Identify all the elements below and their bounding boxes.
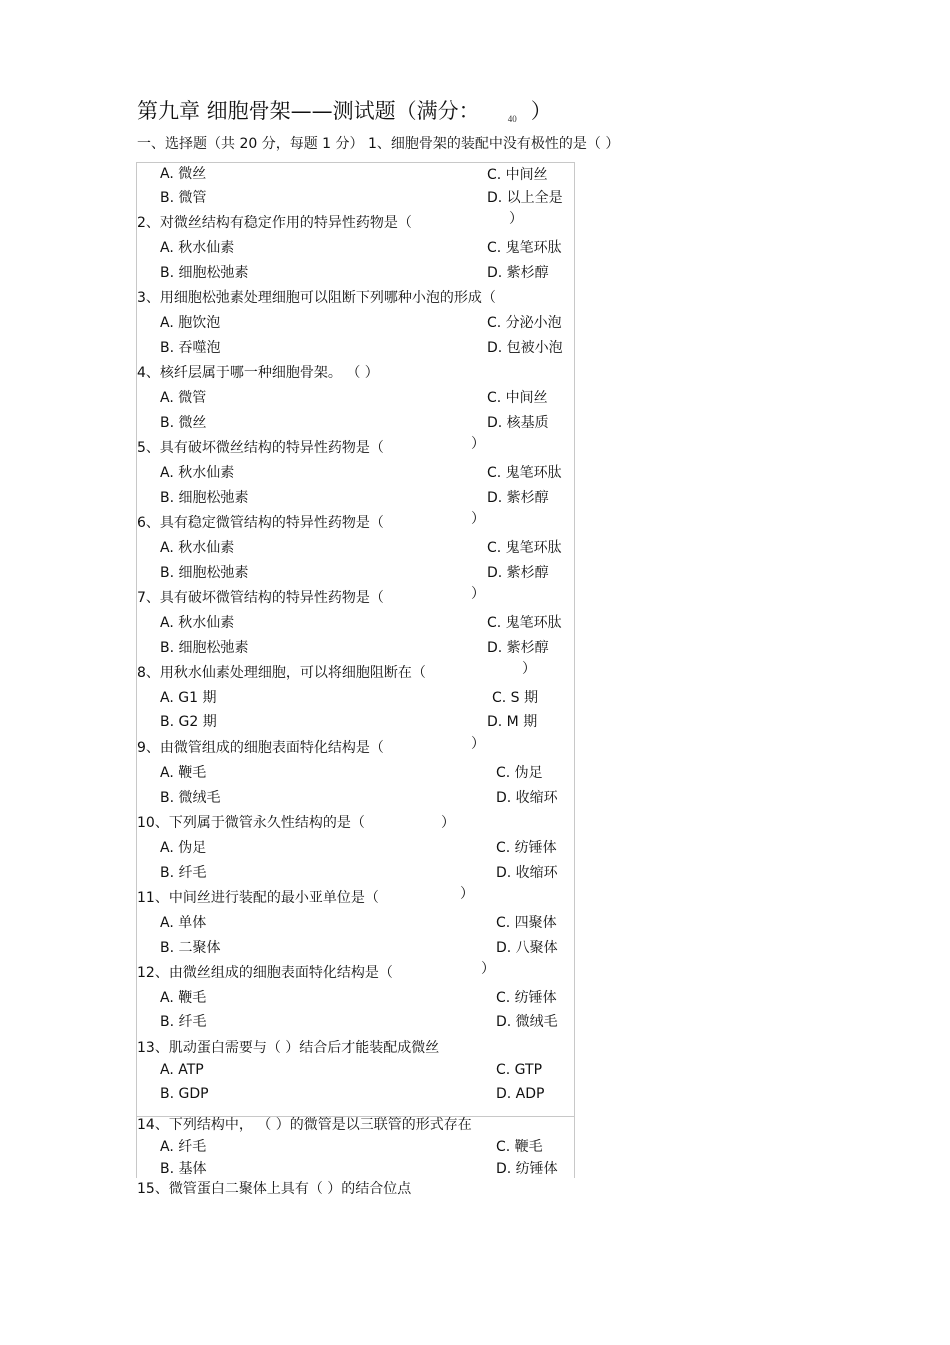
question-7-stem: 7、具有破坏微管结构的特异性药物是（ <box>137 590 384 606</box>
question-5-close-paren: ） <box>471 436 485 452</box>
question-1-option-c: C. 中间丝 <box>487 167 548 183</box>
question-5-stem: 5、具有破坏微丝结构的特异性药物是（ <box>137 440 384 456</box>
question-3-option-a: A. 胞饮泡 <box>160 315 221 331</box>
question-6-close-paren: ） <box>471 511 485 527</box>
question-13-stem: 13、肌动蛋白需要与（ ）结合后才能装配成微丝 <box>137 1040 440 1056</box>
question-10-option-c: C. 纺锤体 <box>496 840 557 856</box>
question-14-option-c: C. 鞭毛 <box>496 1139 543 1155</box>
question-12-option-a: A. 鞭毛 <box>160 990 207 1006</box>
question-1-option-b: B. 微管 <box>160 190 207 206</box>
question-6-option-a: A. 秋水仙素 <box>160 540 235 556</box>
question-14-stem: 14、下列结构中， （ ）的微管是以三联管的形式存在 <box>137 1117 472 1133</box>
title-close: ） <box>530 99 552 123</box>
question-6-option-c: C. 鬼笔环肽 <box>487 540 562 556</box>
question-9-option-b: B. 微绒毛 <box>160 790 221 806</box>
question-12-option-b: B. 纤毛 <box>160 1014 207 1030</box>
question-5-option-d: D. 紫杉醇 <box>487 490 549 506</box>
question-3-stem: 3、用细胞松弛素处理细胞可以阻断下列哪种小泡的形成（ <box>137 290 496 306</box>
question-9-option-d: D. 收缩环 <box>496 790 558 806</box>
question-5-option-b: B. 细胞松弛素 <box>160 490 249 506</box>
question-8-option-d: D. M 期 <box>487 714 538 730</box>
question-10-option-a: A. 伪足 <box>160 840 207 856</box>
question-8-stem: 8、用秋水仙素处理细胞，可以将细胞阻断在（ <box>137 665 426 681</box>
question-13-option-b: B. GDP <box>160 1086 209 1102</box>
question-7-close-paren: ） <box>471 586 485 602</box>
question-10-stem: 10、下列属于微管永久性结构的是（ <box>137 815 365 831</box>
question-13-option-d: D. ADP <box>496 1086 545 1102</box>
title-score: 40 <box>507 114 517 124</box>
title-text: 第九章 细胞骨架——测试题（满分： <box>137 99 480 123</box>
question-6-option-d: D. 紫杉醇 <box>487 565 549 581</box>
page-title <box>137 95 552 125</box>
question-9-stem: 9、由微管组成的细胞表面特化结构是（ <box>137 740 384 756</box>
question-2-option-c: C. 鬼笔环肽 <box>487 240 562 256</box>
question-9-option-a: A. 鞭毛 <box>160 765 207 781</box>
question-4-option-b: B. 微丝 <box>160 415 207 431</box>
question-8-option-a: A. G1 期 <box>160 690 217 706</box>
question-8-option-b: B. G2 期 <box>160 714 217 730</box>
question-5-option-c: C. 鬼笔环肽 <box>487 465 562 481</box>
question-10-option-b: B. 纤毛 <box>160 865 207 881</box>
question-11-option-b: B. 二聚体 <box>160 940 221 956</box>
question-6-option-b: B. 细胞松弛素 <box>160 565 249 581</box>
question-3-option-b: B. 吞噬泡 <box>160 340 221 356</box>
question-4-stem: 4、核纤层属于哪一种细胞骨架。 （ ） <box>137 365 379 381</box>
question-7-option-b: B. 细胞松弛素 <box>160 640 249 656</box>
question-12-option-d: D. 微绒毛 <box>496 1014 558 1030</box>
question-2-option-d: D. 紫杉醇 <box>487 265 549 281</box>
question-15-stem: 15、微管蛋白二聚体上具有（ ）的结合位点 <box>137 1181 412 1197</box>
question-9-option-c: C. 伪足 <box>496 765 543 781</box>
question-14-option-d: D. 纺锤体 <box>496 1161 558 1177</box>
question-5-option-a: A. 秋水仙素 <box>160 465 235 481</box>
question-8-close-paren: ） <box>522 661 536 677</box>
question-2-close-paren: ） <box>509 211 523 227</box>
question-11-close-paren: ） <box>460 886 474 902</box>
question-13-option-a: A. ATP <box>160 1062 204 1078</box>
question-6-stem: 6、具有稳定微管结构的特异性药物是（ <box>137 515 384 531</box>
question-1-option-a: A. 微丝 <box>160 166 207 182</box>
question-7-option-a: A. 秋水仙素 <box>160 615 235 631</box>
question-4-option-c: C. 中间丝 <box>487 390 548 406</box>
question-2-stem: 2、对微丝结构有稳定作用的特异性药物是（ <box>137 215 412 231</box>
question-11-stem: 11、中间丝进行装配的最小亚单位是（ <box>137 890 379 906</box>
question-13-option-c: C. GTP <box>496 1062 543 1078</box>
question-11-option-c: C. 四聚体 <box>496 915 557 931</box>
question-14-option-b: B. 基体 <box>160 1161 207 1177</box>
question-4-option-a: A. 微管 <box>160 390 207 406</box>
question-3-option-c: C. 分泌小泡 <box>487 315 562 331</box>
question-9-close-paren: ） <box>471 736 485 752</box>
question-7-option-c: C. 鬼笔环肽 <box>487 615 562 631</box>
question-11-option-d: D. 八聚体 <box>496 940 558 956</box>
question-12-option-c: C. 纺锤体 <box>496 990 557 1006</box>
question-8-option-c: C. S 期 <box>492 690 539 706</box>
question-10-close-paren: ） <box>441 815 455 831</box>
question-12-close-paren: ） <box>481 961 495 977</box>
question-14-option-a: A. 纤毛 <box>160 1139 207 1155</box>
question-1-option-d: D. 以上全是 <box>487 190 563 206</box>
question-2-option-a: A. 秋水仙素 <box>160 240 235 256</box>
question-11-option-a: A. 单体 <box>160 915 207 931</box>
question-3-option-d: D. 包被小泡 <box>487 340 563 356</box>
question-4-option-d: D. 核基质 <box>487 415 549 431</box>
section-intro: 一、选择题（共 20 分，每题 1 分） 1、细胞骨架的装配中没有极性的是（ ） <box>137 136 620 152</box>
question-12-stem: 12、由微丝组成的细胞表面特化结构是（ <box>137 965 393 981</box>
question-10-option-d: D. 收缩环 <box>496 865 558 881</box>
question-2-option-b: B. 细胞松弛素 <box>160 265 249 281</box>
question-7-option-d: D. 紫杉醇 <box>487 640 549 656</box>
